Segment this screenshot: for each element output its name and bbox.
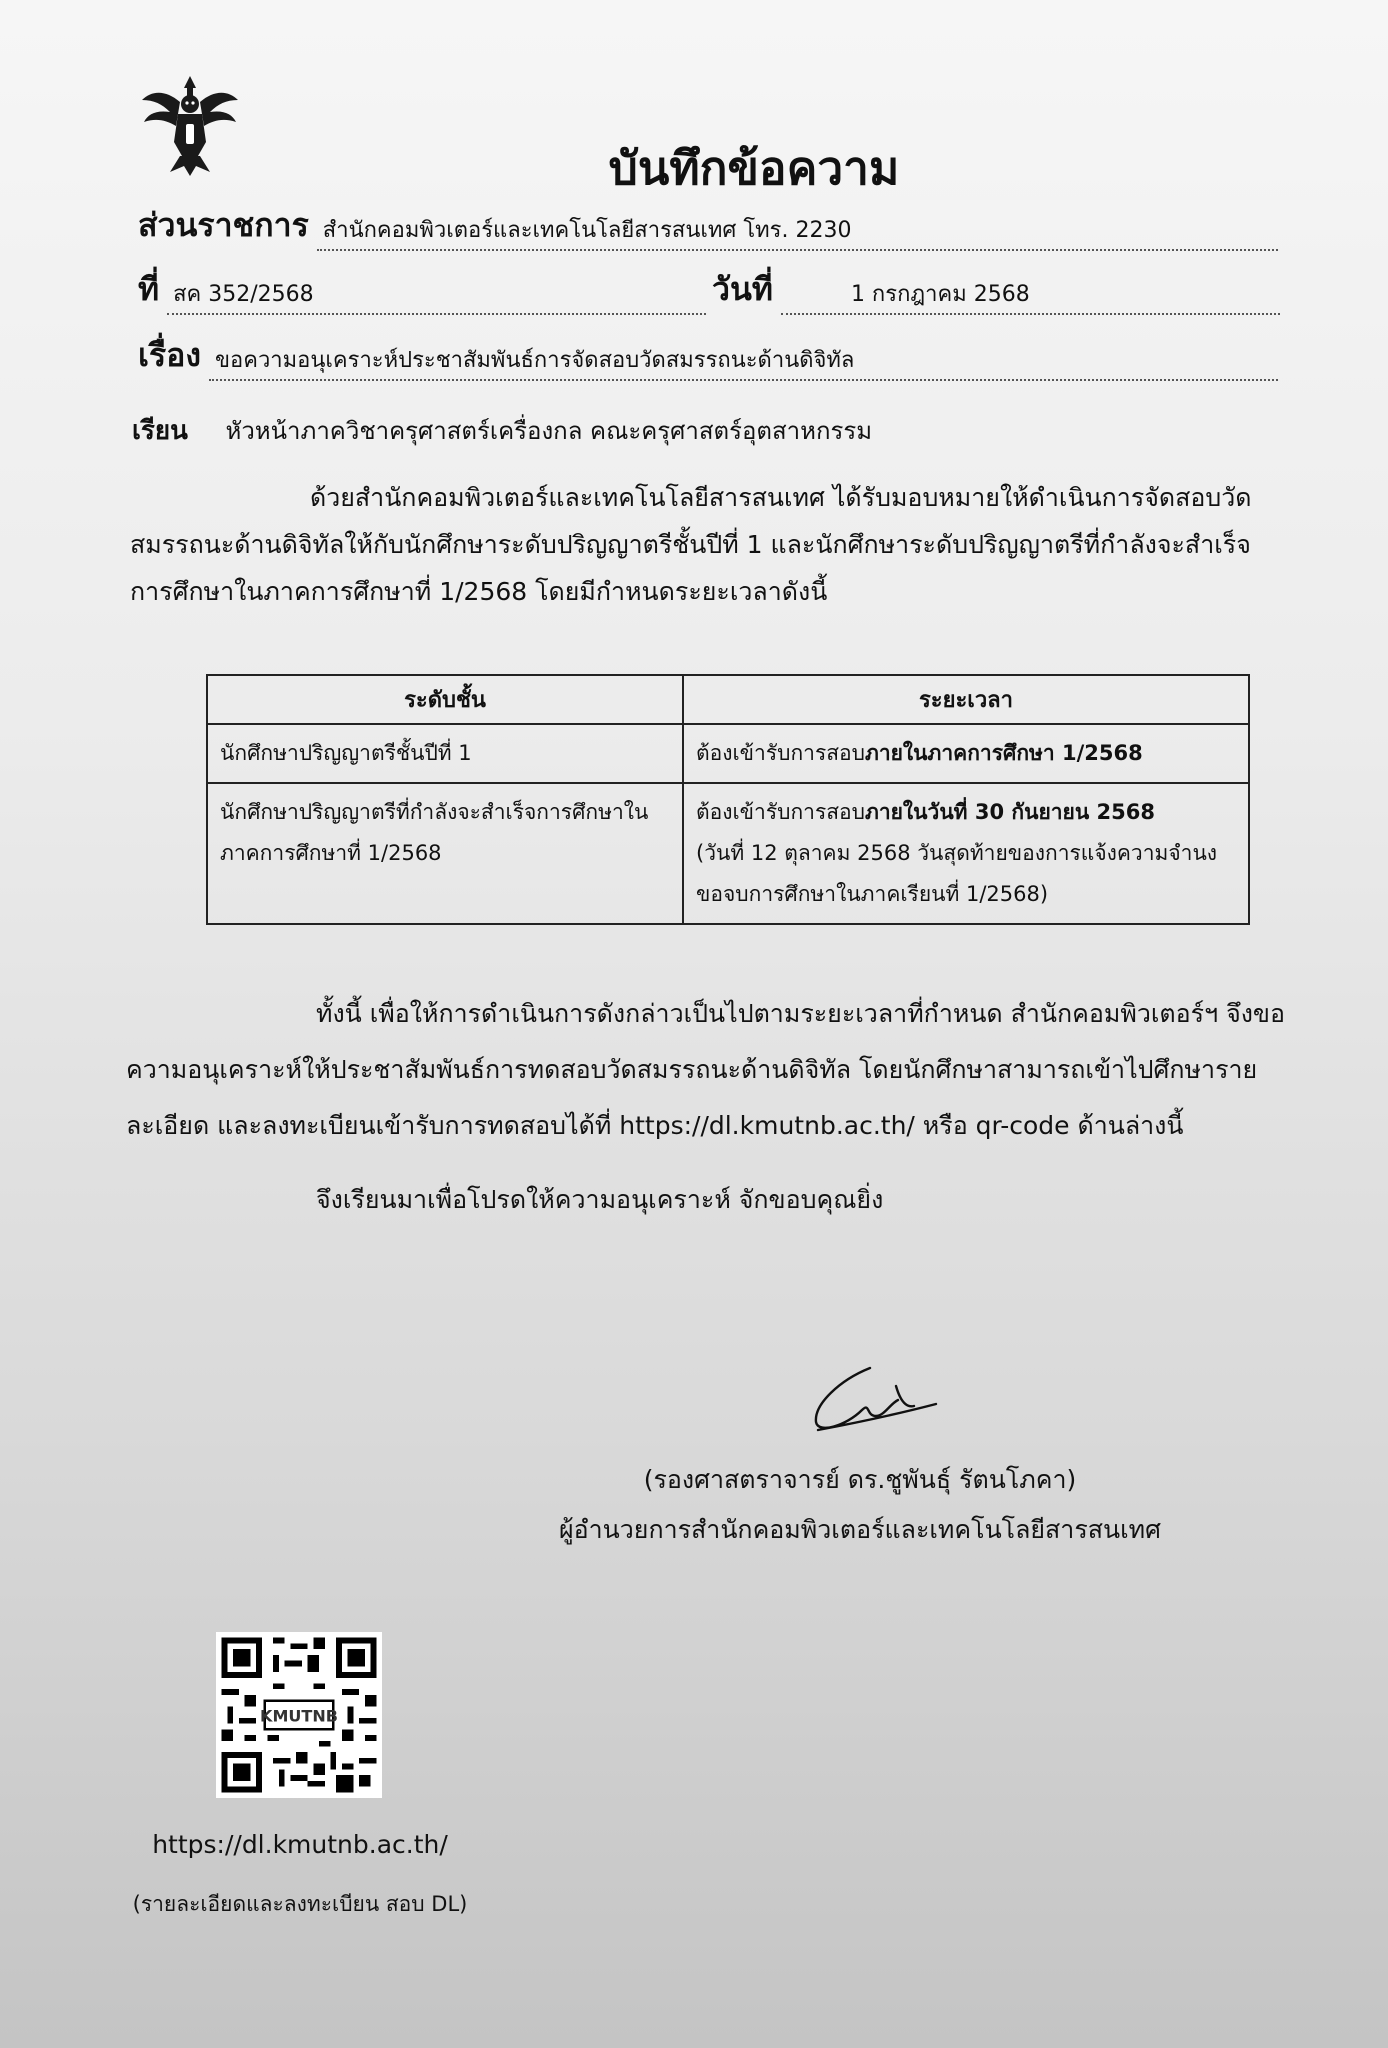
table-row <box>207 724 1249 783</box>
recipient-value: หัวหน้าภาควิชาครุศาสตร์เครื่องกล คณะครุศาสตร์อุตสาหกรรม <box>225 417 873 445</box>
reference-value: สค 352/2568 <box>167 276 706 315</box>
date-field <box>712 264 1280 315</box>
row1-period-bold: ภายในภาคการศึกษา 1/2568 <box>864 741 1143 765</box>
row2-period-bold: ภายในวันที่ 30 กันยายน 2568 <box>864 800 1155 824</box>
body-paragraph-2: ทั้งนี้ เพื่อให้การดำเนินการดังกล่าวเป็นไปตามระยะเวลาที่กำหนด สำนักคอมพิวเตอร์ฯ จึงขอความอนุเคราะห์ให้ประชาสัมพันธ์การทดสอบวัดสมรรถนะด้านดิจิทัล โดยนักศึกษาสามารถเข้าไปศึกษารายละเอียด และลงทะเบียนเข้ารับการทดสอบได้ที่ https://dl.kmutnb.ac.th/ หรือ qr-code ด้านล่างนี้ <box>126 999 1286 1140</box>
exam-period-table <box>206 674 1250 925</box>
qr-code[interactable] <box>216 1632 382 1798</box>
registration-url[interactable]: https://dl.kmutnb.ac.th/ <box>152 1830 448 1859</box>
table-row <box>207 783 1249 924</box>
row1-period-prefix: ต้องเข้ารับการสอบ <box>696 741 865 765</box>
department-label: ส่วนราชการ <box>138 206 309 244</box>
department-field <box>138 200 1278 251</box>
department-value: สำนักคอมพิวเตอร์และเทคโนโลยีสารสนเทศ โทร. 2230 <box>317 212 1278 251</box>
row2-period-note: (วันที่ 12 ตุลาคม 2568 วันสุดท้ายของการแจ้งความจำนงขอจบการศึกษาในภาคเรียนที่ 1/2568) <box>696 841 1218 906</box>
date-label: วันที่ <box>712 270 773 308</box>
reference-label: ที่ <box>138 270 160 308</box>
row1-period <box>683 724 1249 783</box>
subject-field <box>138 330 1278 381</box>
qr-center-label: KMUTNB <box>260 1706 338 1726</box>
signatory-position: ผู้อำนวยการสำนักคอมพิวเตอร์และเทคโนโลยีสารสนเทศ <box>558 1515 1162 1544</box>
signatory-name: (รองศาสตราจารย์ ดร.ชูพันธุ์ รัตนโภคา) <box>643 1465 1077 1494</box>
subject-value: ขอความอนุเคราะห์ประชาสัมพันธ์การจัดสอบวัดสมรรถนะด้านดิจิทัล <box>209 342 1278 381</box>
qr-note: (รายละเอียดและลงทะเบียน สอบ DL) <box>132 1892 468 1916</box>
table-header-period: ระยะเวลา <box>683 675 1249 724</box>
table-header-row <box>207 675 1249 724</box>
row2-level: นักศึกษาปริญญาตรีที่กำลังจะสำเร็จการศึกษาในภาคการศึกษาที่ 1/2568 <box>207 783 683 924</box>
date-value: 1 กรกฎาคม 2568 <box>781 276 1280 315</box>
subject-label: เรื่อง <box>138 336 201 374</box>
row1-level: นักศึกษาปริญญาตรีชั้นปีที่ 1 <box>207 724 683 783</box>
table-header-level: ระดับชั้น <box>207 675 683 724</box>
handwritten-signature <box>800 1360 940 1440</box>
recipient-label: เรียน <box>132 416 188 446</box>
row2-period <box>683 783 1249 924</box>
document-title: บันทึกข้อความ <box>608 141 900 195</box>
body-paragraph-1: ด้วยสำนักคอมพิวเตอร์และเทคโนโลยีสารสนเทศ ได้รับมอบหมายให้ดำเนินการจัดสอบวัดสมรรถนะด้านดิจิทัลให้กับนักศึกษาระดับปริญญาตรีชั้นปีที่ 1 และนักศึกษาระดับปริญญาตรีที่กำลังจะสำเร็จการศึกษาในภาคการศึกษาที่ 1/2568 โดยมีกำหนดระยะเวลาดังนี้ <box>130 483 1252 606</box>
reference-field <box>138 264 706 315</box>
recipient-line <box>132 410 872 451</box>
body-paragraph-3: จึงเรียนมาเพื่อโปรดให้ความอนุเคราะห์ จักขอบคุณยิ่ง <box>316 1185 884 1214</box>
row2-period-prefix: ต้องเข้ารับการสอบ <box>696 800 865 824</box>
